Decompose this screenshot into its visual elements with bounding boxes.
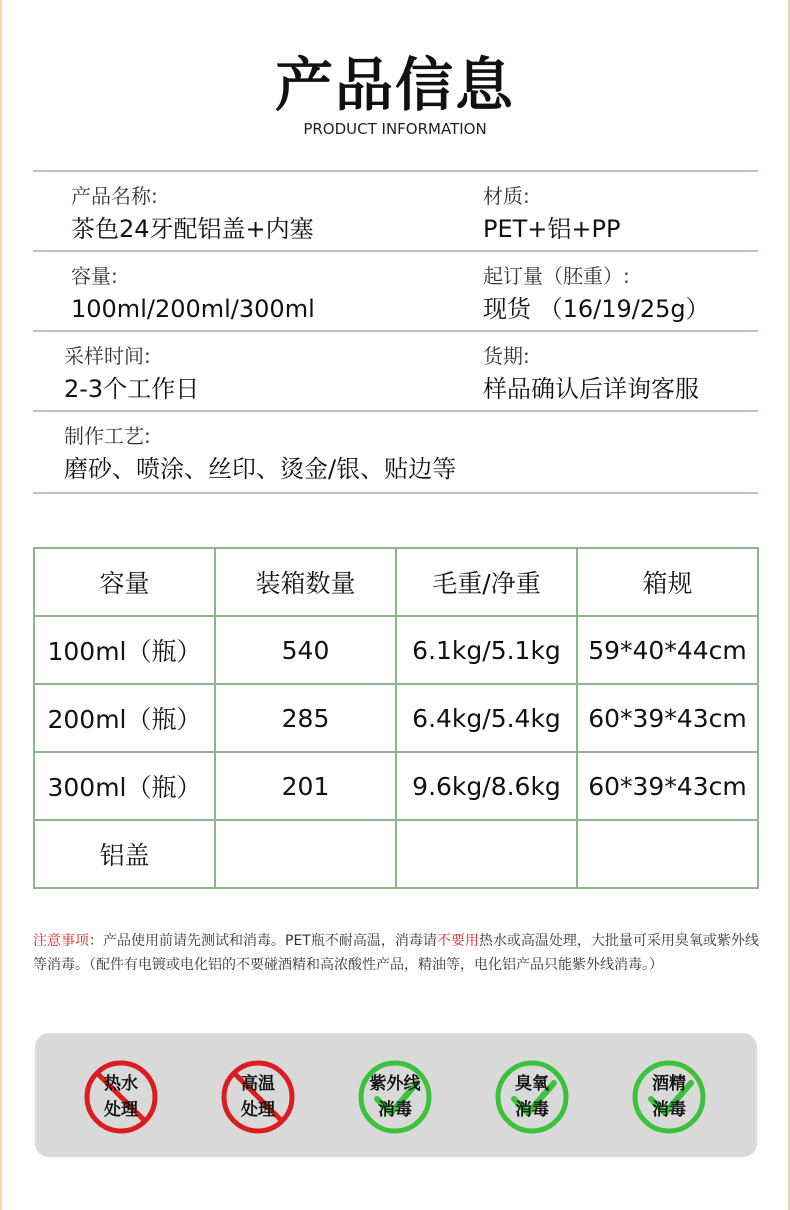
badge-label: 酒精 消毒 [652, 1074, 686, 1120]
info-cell-craft [64, 422, 456, 486]
info-cell-capacity [71, 262, 315, 326]
note-highlight: 不要用 [436, 933, 479, 949]
info-row [33, 330, 758, 410]
table-cell: 60*39*43cm [577, 752, 758, 820]
table-header-cell: 容量 [34, 548, 215, 616]
table-header-cell: 装箱数量 [215, 548, 396, 616]
packing-table [33, 547, 759, 889]
table-header-cell: 毛重/净重 [396, 548, 577, 616]
info-cell-moq [483, 262, 710, 326]
hot-water-prohibited-icon [81, 1057, 161, 1137]
badge-label: 紫外线 消毒 [369, 1074, 421, 1120]
info-value: 100ml/200ml/300ml [71, 295, 315, 323]
table-cell: 9.6kg/8.6kg [396, 752, 577, 820]
info-cell-delivery [483, 342, 699, 406]
table-cell: 201 [215, 752, 396, 820]
info-label: 采样时间: [64, 344, 151, 368]
badge-label: 高温 处理 [241, 1074, 275, 1120]
table-cell: 59*40*44cm [577, 616, 758, 684]
info-value: 样品确认后详询客服 [483, 375, 699, 403]
high-temp-prohibited-icon [218, 1057, 298, 1137]
info-label: 制作工艺: [64, 424, 151, 448]
info-row [33, 410, 758, 494]
table-row [34, 616, 758, 684]
info-value: 现货 （16/19/25g） [483, 295, 710, 323]
info-label: 起订量（胚重）: [483, 264, 630, 288]
table-cell: 285 [215, 684, 396, 752]
table-row [34, 684, 758, 752]
table-cell [215, 820, 396, 888]
ozone-allowed-icon [492, 1057, 572, 1137]
table-cell: 铝盖 [34, 820, 215, 888]
info-value: 磨砂、喷涂、丝印、烫金/银、贴边等 [64, 455, 457, 483]
info-label: 产品名称: [71, 184, 158, 208]
table-cell: 60*39*43cm [577, 684, 758, 752]
info-cell-material [483, 182, 620, 246]
badge-label: 热水 处理 [104, 1074, 138, 1120]
table-cell: 540 [215, 616, 396, 684]
info-label: 货期: [483, 344, 530, 368]
info-cell-sample-time [64, 342, 199, 406]
info-value: 2-3个工作日 [64, 375, 200, 403]
info-cell-product-name [71, 182, 314, 246]
table-row [34, 752, 758, 820]
alcohol-allowed-icon [629, 1057, 709, 1137]
table-cell [577, 820, 758, 888]
disinfection-panel [35, 1033, 757, 1157]
table-header-cell: 箱规 [577, 548, 758, 616]
info-value: 茶色24牙配铝盖+内塞 [71, 215, 314, 243]
care-note [33, 929, 763, 977]
note-label: 注意事项 [33, 933, 89, 949]
info-row [33, 250, 758, 330]
table-header-row [34, 548, 758, 616]
info-label: 材质: [483, 184, 530, 208]
page-title: 产品信息 [274, 51, 515, 119]
table-row [34, 820, 758, 888]
note-text: 热水或高温处理，大批量可采用臭氧或紫外线等消毒。（配件有电镀或电化铝的不要碰酒精和高浓酸性产品，精油等，电化铝产品只能紫外线消毒。） [33, 933, 759, 973]
table-cell [396, 820, 577, 888]
note-text: ：产品使用前请先测试和消毒。PET瓶不耐高温，消毒请 [89, 933, 437, 949]
table-cell: 6.1kg/5.1kg [396, 616, 577, 684]
badge-label: 臭氧 消毒 [515, 1074, 549, 1120]
page-subtitle: PRODUCT INFORMATION [303, 120, 487, 138]
table-cell: 100ml（瓶） [34, 616, 215, 684]
table-cell: 300ml（瓶） [34, 752, 215, 820]
info-value: PET+铝+PP [483, 215, 621, 243]
table-cell: 200ml（瓶） [34, 684, 215, 752]
uv-allowed-icon [355, 1057, 435, 1137]
product-info-list [33, 170, 758, 494]
info-label: 容量: [71, 264, 118, 288]
table-cell: 6.4kg/5.4kg [396, 684, 577, 752]
info-row [33, 170, 758, 250]
left-edge-line [0, 0, 2, 1210]
